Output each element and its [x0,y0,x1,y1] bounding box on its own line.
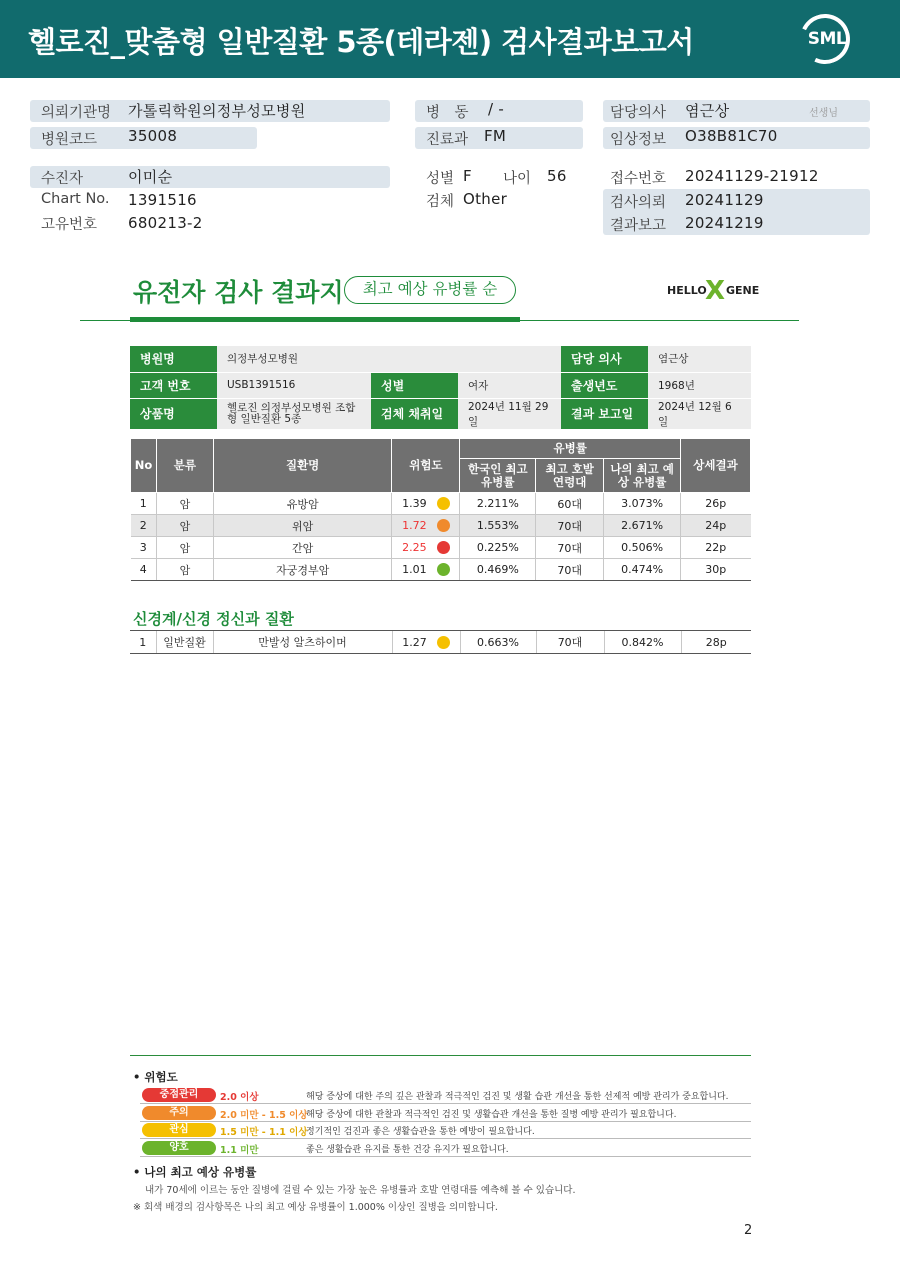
row-onset: 60대 [536,493,604,515]
risk-value: 1.39 [402,497,427,510]
customer-key: 고객 번호 [130,372,217,398]
legend-rule [130,1055,751,1056]
row-detail: 30p [681,559,751,581]
row-disease: 간암 [213,537,392,559]
doctor-value-cell: 염근상 [648,346,751,372]
row-korean: 0.663% [460,631,536,654]
institution-label: 의뢰기관명 [41,105,112,121]
receipt-value: 20241129-21912 [685,167,819,185]
gene-text: GENE [726,284,760,297]
sample-value: 2024년 11월 29일 [458,398,561,429]
legend-range: 2.0 미만 - 1.5 이상 [220,1109,308,1121]
risk-dot-icon [437,636,450,649]
row-korean: 0.225% [460,537,536,559]
patient-label: 수진자 [41,171,84,187]
hospital-key: 병원명 [130,346,217,372]
legend-range: 2.0 이상 [220,1092,259,1103]
row-disease: 자궁경부암 [213,559,392,581]
legend-desc: 해당 증상에 대한 주의 깊은 관찰과 적극적인 검진 및 생활 습관 개선을 통한 선제적 예방 관리가 중요합니다. [306,1092,729,1102]
col-prevalence: 유병률 [460,439,681,459]
row-risk [392,559,460,581]
row-mine: 0.474% [604,559,681,581]
hospital-code-value: 35008 [128,127,178,145]
risk-value: 1.72 [402,519,427,532]
doctor-value: 염근상 [685,102,730,120]
risk-dot-icon [437,519,450,532]
hospital-value: 의정부성모병원 [217,346,561,372]
row-mine: 0.842% [604,631,681,654]
row-onset: 70대 [536,631,604,654]
legend-badge: 양호 [142,1141,216,1155]
legend-badge: 중점관리 [142,1088,216,1102]
legend-desc: 해당 증상에 대한 관찰과 적극적인 검진 및 생활습관 개선을 통한 질병 예방 관리가 필요합니다. [306,1109,677,1120]
sex-value-cell: 여자 [458,372,561,398]
institution-value: 가톨릭학원의정부성모병원 [128,102,306,120]
risk-value: 1.01 [402,563,427,576]
sex-label: 성별 [426,171,455,187]
table-row [131,559,751,581]
row-detail: 28p [681,631,751,654]
result-table [130,438,751,581]
footnote: ※ 회색 배경의 검사항목은 나의 최고 예상 유병률이 1.000% 이상인 질병을 의미합니다. [133,1202,498,1213]
report-title: 헬로진_맞춤형 일반질환 5종(테라젠) 검사결과보고서 [28,25,694,59]
request-value: 20241129 [685,191,764,209]
summary-table [130,346,751,430]
result-rows [131,493,751,581]
row-no: 1 [131,493,157,515]
col-category: 분류 [156,439,213,493]
col-onset: 최고 호발 연령대 [536,459,604,493]
legend-row [140,1140,751,1157]
mine-legend-title: • 나의 최고 예상 유병률 [133,1165,257,1179]
unique-value: 680213-2 [128,214,203,232]
row-mine: 0.506% [604,537,681,559]
legend-range: 1.5 미만 - 1.1 이상 [220,1127,308,1138]
row-risk [392,493,460,515]
specimen-label: 검체 [426,194,455,210]
report-key: 결과 보고일 [561,398,648,429]
doctor-suffix: 선생님 [809,108,838,119]
legend-desc: 좋은 생활습관 유지를 통한 건강 유지가 필요합니다. [306,1144,509,1155]
risk-dot-icon [437,541,450,554]
risk-value: 2.25 [402,541,427,554]
report-value: 20241219 [685,214,764,232]
legend-row [140,1122,751,1139]
sort-badge: 최고 예상 유병률 순 [344,276,516,304]
row-detail: 22p [681,537,751,559]
chart-label: Chart No. [41,191,110,207]
neuro-table [130,630,751,654]
row-mine: 3.073% [604,493,681,515]
clinical-label: 임상정보 [610,132,667,148]
result-title: 유전자 검사 결과지 [133,278,344,307]
customer-value: USB1391516 [217,372,371,398]
birth-key: 출생년도 [561,372,648,398]
neuro-title: 신경계/신경 정신과 질환 [133,610,294,628]
logo-text: SML [807,29,847,49]
row-detail: 26p [681,493,751,515]
ward-label: 병 동 [426,105,469,121]
row-no: 3 [131,537,157,559]
legend-badge: 관심 [142,1123,216,1137]
legend-row [140,1087,751,1104]
sample-key: 검체 채취일 [371,398,458,429]
page-number: 2 [744,1223,753,1238]
row-onset: 70대 [536,515,604,537]
row-mine: 2.671% [604,515,681,537]
report-label: 결과보고 [610,218,667,234]
row-category: 암 [156,515,213,537]
row-category: 암 [156,537,213,559]
age-label: 나이 [503,171,532,187]
row-risk [392,537,460,559]
col-korean: 한국인 최고 유병률 [460,459,536,493]
patient-value: 이미순 [128,168,173,186]
row-no: 2 [131,515,157,537]
age-value: 56 [547,167,567,185]
row-disease: 유방암 [213,493,392,515]
row-category: 암 [156,493,213,515]
legend-range: 1.1 미만 [220,1144,259,1156]
sex-key: 성별 [371,372,458,398]
row-no: 1 [130,631,156,654]
row-detail: 24p [681,515,751,537]
hospital-code-label: 병원코드 [41,132,98,148]
legend-row [140,1105,751,1122]
row-category: 일반질환 [156,631,213,654]
chart-value: 1391516 [128,191,197,209]
table-row [131,515,751,537]
row-korean: 0.469% [460,559,536,581]
receipt-label: 접수번호 [610,171,667,187]
mine-legend-desc: 내가 70세에 이르는 동안 질병에 걸릴 수 있는 가장 높은 유병률과 호발 연령대를 예측해 볼 수 있습니다. [145,1185,576,1196]
report-value-cell: 2024년 12월 6일 [648,398,751,429]
row-korean: 1.553% [460,515,536,537]
col-risk: 위험도 [392,439,460,493]
legend-desc: 정기적인 검진과 좋은 생활습관을 통한 예방이 필요합니다. [306,1127,535,1137]
sex-value: F [463,167,472,185]
risk-dot-icon [437,497,450,510]
report-header [0,0,900,78]
table-row [130,631,751,654]
birth-value: 1968년 [648,372,751,398]
ward-value: / - [488,100,505,118]
section-rule-accent [130,317,520,322]
col-disease: 질환명 [213,439,392,493]
dept-value: FM [484,127,507,145]
unique-label: 고유번호 [41,217,98,233]
hello-text: HELLO [667,284,707,297]
clinical-value: O38B81C70 [685,127,778,145]
row-disease: 위암 [213,515,392,537]
legend-badge: 주의 [142,1106,216,1120]
hello-gene-logo [667,276,760,306]
row-korean: 2.211% [460,493,536,515]
doctor-label: 담당의사 [610,105,667,121]
row-onset: 70대 [536,559,604,581]
col-detail: 상세결과 [681,439,751,493]
row-risk [392,631,460,654]
col-no: No [131,439,157,493]
request-label: 검사의뢰 [610,195,667,211]
risk-dot-icon [437,563,450,576]
col-mine: 나의 최고 예상 유병률 [604,459,681,493]
row-onset: 70대 [536,537,604,559]
table-row [131,537,751,559]
dept-label: 진료과 [426,132,469,148]
doctor-key: 담당 의사 [561,346,648,372]
product-value: 헬로진 의정부성모병원 조합형 일반질환 5종 [217,398,371,429]
row-category: 암 [156,559,213,581]
chromosome-icon: X [705,276,726,306]
table-row [131,493,751,515]
product-key: 상품명 [130,398,217,429]
row-risk [392,515,460,537]
patient-pill [30,166,390,188]
risk-value: 1.27 [402,635,427,649]
row-disease: 만발성 알츠하이머 [213,631,392,654]
risk-legend-title: • 위험도 [133,1070,178,1084]
row-no: 4 [131,559,157,581]
specimen-value: Other [463,190,508,208]
